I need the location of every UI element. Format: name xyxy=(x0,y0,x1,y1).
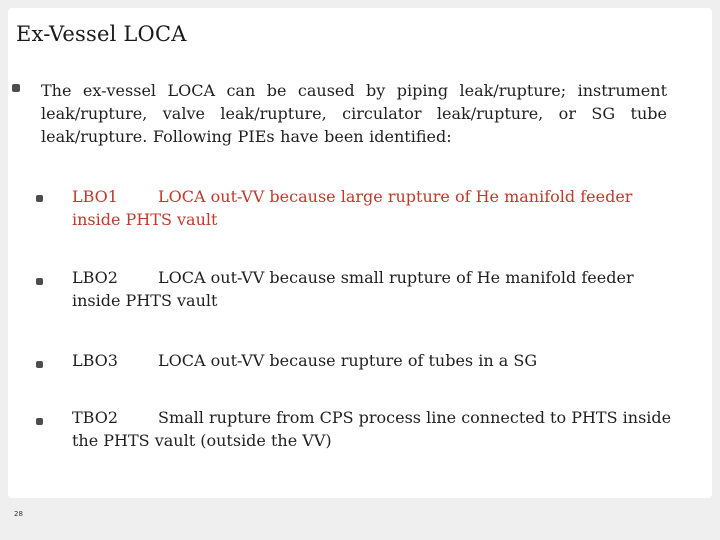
pie-description: LOCA out-VV because small rupture of He manifold feeder inside PHTS vault xyxy=(72,268,634,310)
pie-description: LOCA out-VV because rupture of tubes in a SG xyxy=(158,351,538,370)
intro-bullet-icon xyxy=(12,84,20,92)
pie-item-lbo2 xyxy=(72,266,682,312)
pie-description: Small rupture from CPS process line connected to PHTS inside the PHTS vault (outside the VV) xyxy=(72,408,672,450)
slide xyxy=(8,8,712,498)
page-number: 28 xyxy=(14,510,23,518)
intro-paragraph: The ex-vessel LOCA can be caused by piping leak/rupture; instrument leak/rupture, valve leak/rupture, circulator leak/rupture, or SG tube leak/rupture. Following PIEs have been identified: xyxy=(41,81,667,146)
pie-bullet-icon xyxy=(36,278,43,285)
pie-item-tbo2 xyxy=(72,406,682,452)
pie-code: LBO2 xyxy=(72,268,118,287)
pie-code: TBO2 xyxy=(72,408,119,427)
pie-bullet-icon xyxy=(36,361,43,368)
pie-bullet-icon xyxy=(36,195,43,202)
pie-code: LBO1 xyxy=(72,187,118,206)
pie-item-lbo3 xyxy=(72,349,682,372)
pie-item-lbo1 xyxy=(72,185,682,231)
pie-bullet-icon xyxy=(36,418,43,425)
slide-title: Ex-Vessel LOCA xyxy=(16,22,187,46)
pie-code: LBO3 xyxy=(72,351,118,370)
pie-description: LOCA out-VV because large rupture of He manifold feeder inside PHTS vault xyxy=(72,187,633,229)
